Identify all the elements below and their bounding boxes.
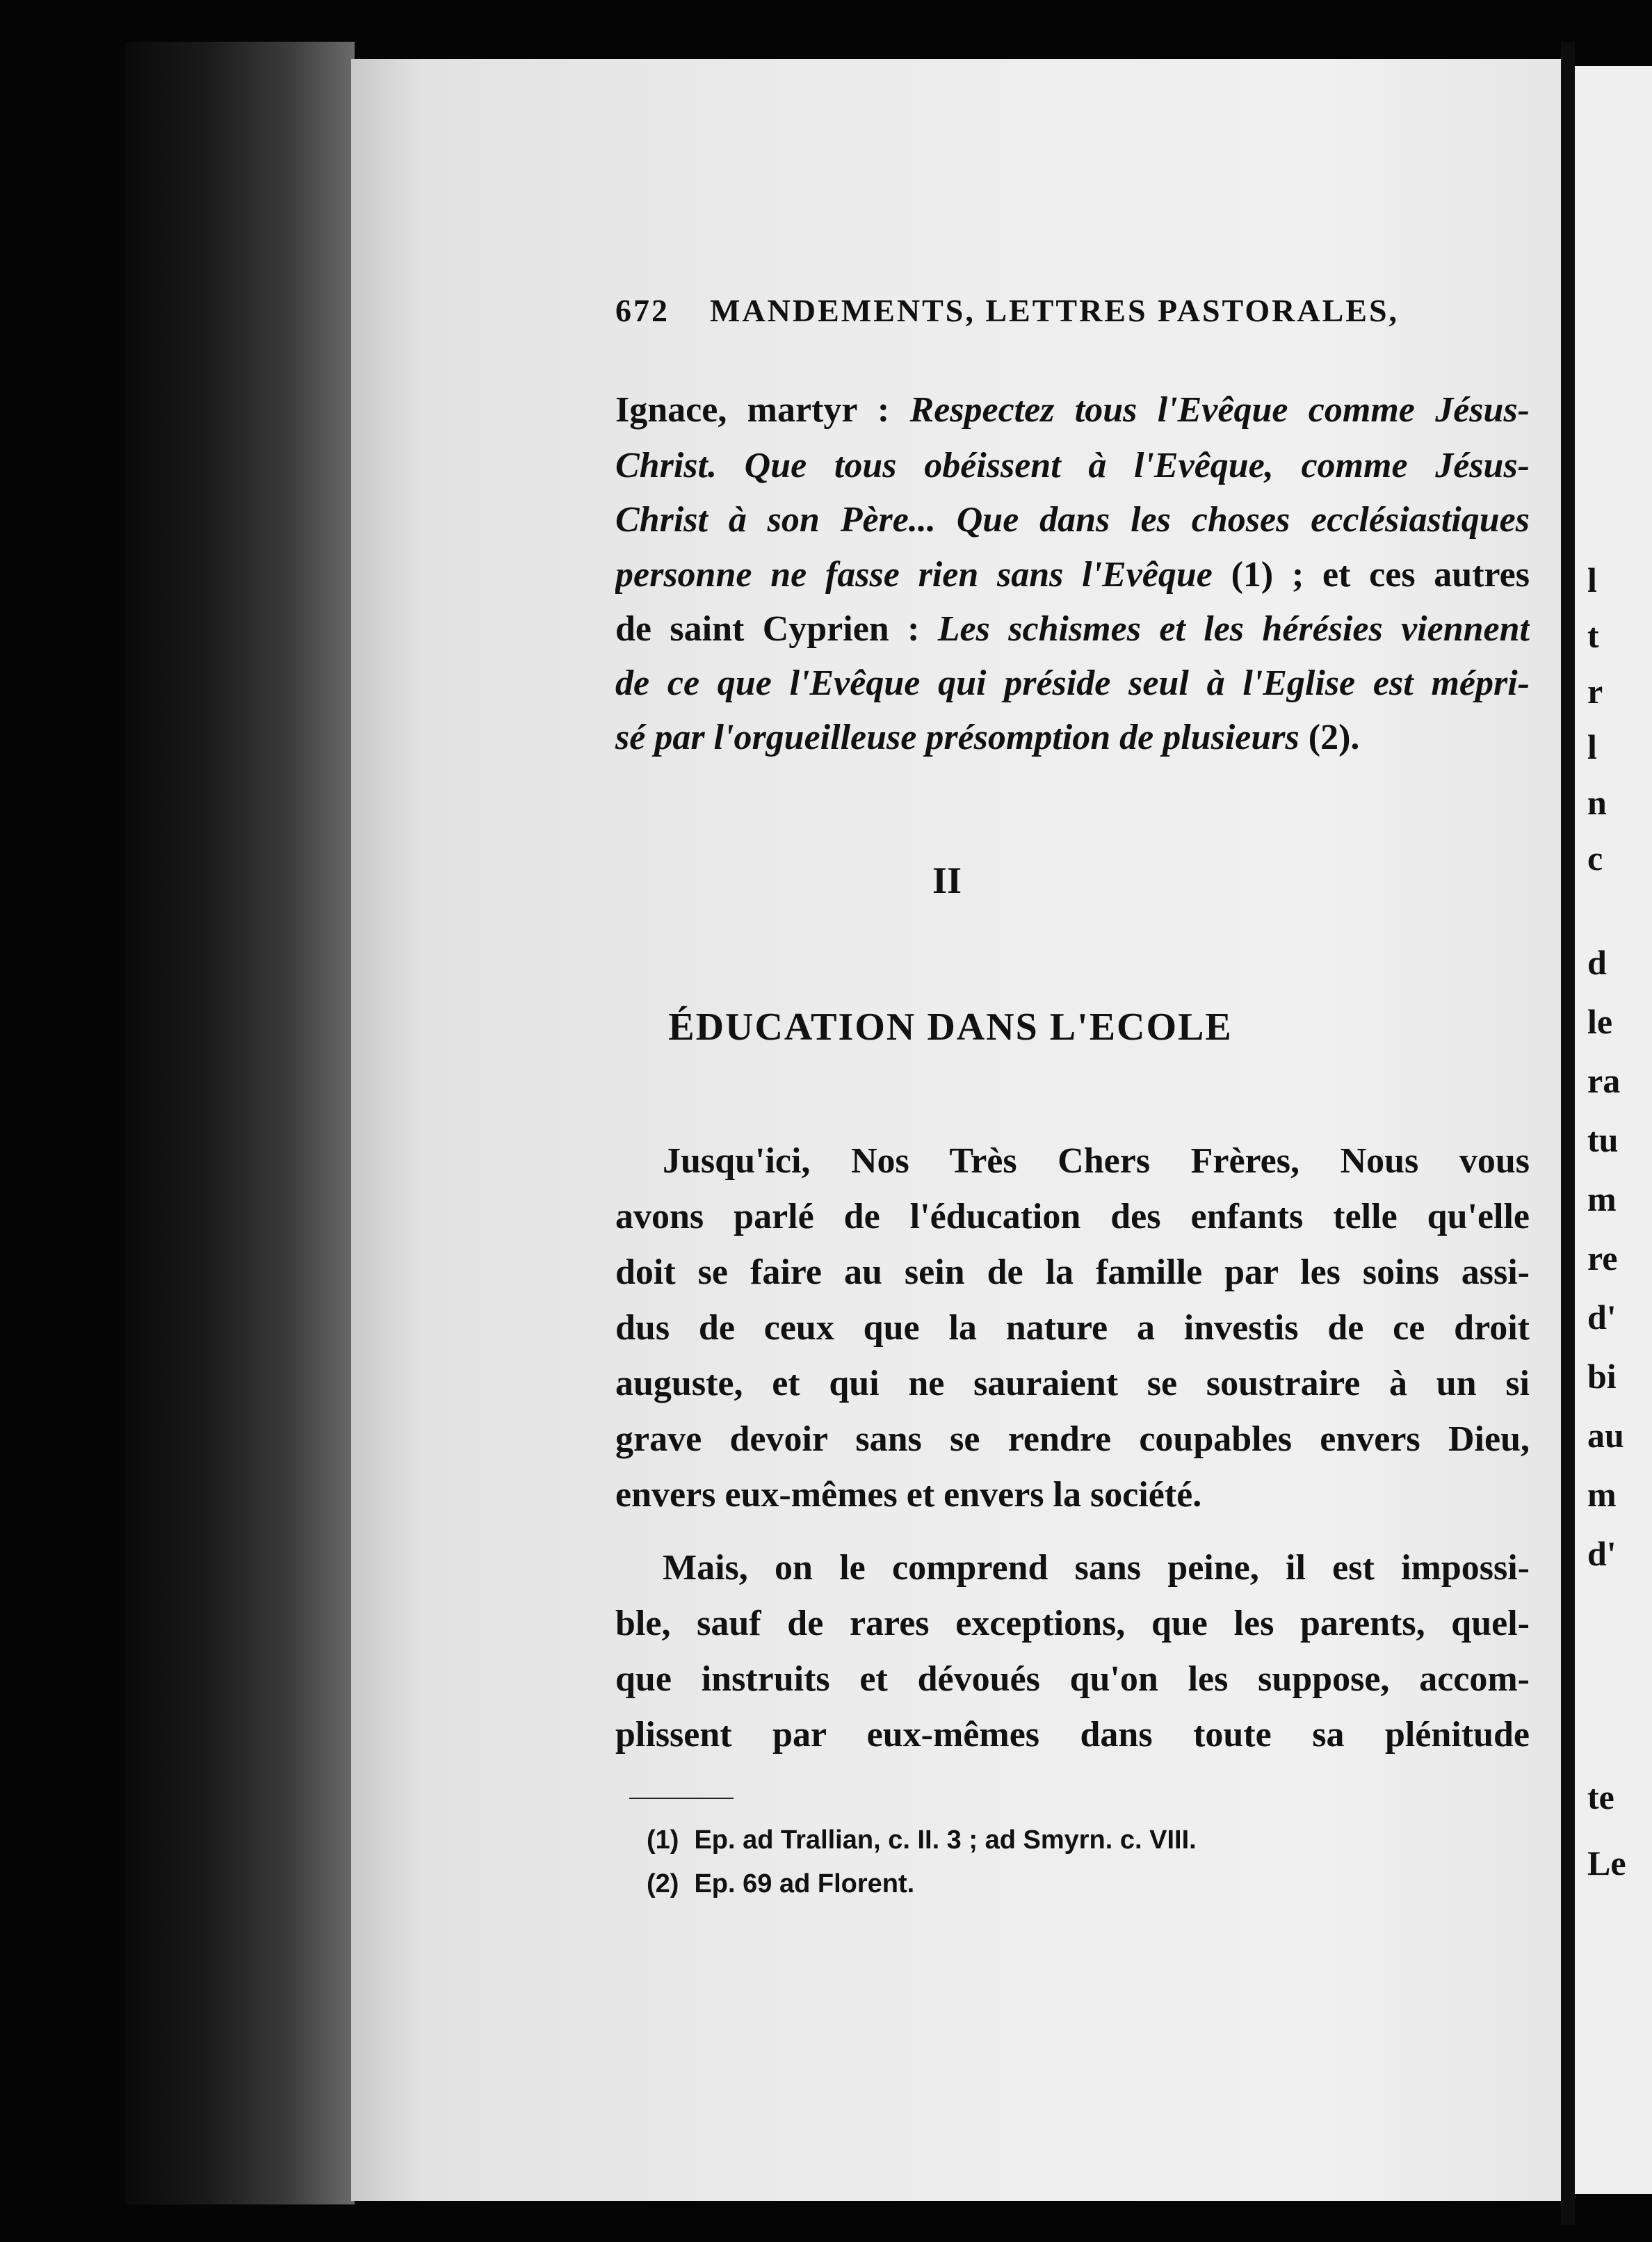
text-line: Mais, on le comprend sans peine, il est impossi- [663, 1548, 1530, 1588]
footnote-mark: (1) [647, 1825, 679, 1855]
facing-text-fragment: re [1587, 1239, 1618, 1277]
text-line [615, 389, 1530, 438]
facing-text-fragment: te [1587, 1777, 1614, 1816]
facing-text-fragment: au [1587, 1416, 1624, 1455]
facing-page-edge [1575, 66, 1652, 2194]
text-line: que instruits et dévoués qu'on les suppose, accom- [615, 1659, 1530, 1699]
italic-quote: de ce que l'Evêque qui préside seul à l'Eglise est mépri- [615, 663, 1530, 703]
footnote-2 [647, 1869, 914, 1899]
text-run: de saint Cyprien : [615, 609, 938, 649]
footnote-text: Ep. ad Trallian, c. II. 3 ; ad Smyrn. c. VIII. [694, 1825, 1197, 1855]
text-line [615, 554, 1530, 603]
footnote-text: Ep. 69 ad Florent. [694, 1869, 915, 1898]
section-title: ÉDUCATION DANS L'ECOLE [668, 1006, 1233, 1049]
italic-quote: sé par l'orgueilleuse présomption de plusieurs [615, 718, 1299, 757]
text-line: auguste, et qui ne sauraient se soustraire à un si [615, 1364, 1530, 1403]
facing-text-fragment: n [1587, 783, 1607, 822]
text-line [615, 717, 1530, 758]
facing-text-fragment: d [1587, 943, 1607, 982]
page-divider [1561, 42, 1575, 2225]
facing-text-fragment: r [1587, 672, 1603, 711]
text-run: (2). [1299, 718, 1360, 757]
text-line: avons parlé de l'éducation des enfants telle qu'elle [615, 1197, 1530, 1236]
text-run: (1) ; et ces autres [1212, 555, 1530, 595]
text-run: Ignace, martyr : [615, 390, 910, 430]
section-number: II [932, 860, 962, 901]
italic-quote: Christ. Que tous obéissent à l'Evêque, comme Jésus- [615, 446, 1530, 485]
facing-text-fragment: t [1587, 616, 1599, 655]
facing-text-fragment: ra [1587, 1061, 1621, 1100]
text-line [615, 445, 1530, 494]
text-line: grave devoir sans se rendre coupables envers Dieu, [615, 1419, 1530, 1459]
text-line: dus de ceux que la nature a investis de ce droit [615, 1308, 1530, 1348]
text-line [615, 663, 1530, 711]
facing-text-fragment: d' [1587, 1534, 1617, 1573]
facing-text-fragment: bi [1587, 1357, 1617, 1396]
footnote-1 [647, 1825, 1197, 1855]
facing-text-fragment: l [1587, 560, 1597, 599]
italic-quote: Les schismes et les hérésies viennent [937, 609, 1530, 649]
text-line [615, 608, 1530, 657]
facing-text-fragment: c [1587, 839, 1603, 878]
italic-quote: Respectez tous l'Evêque comme Jésus- [909, 390, 1530, 430]
facing-text-fragment: Le [1587, 1844, 1626, 1882]
text-line: envers eux-mêmes et envers la société. [615, 1475, 1202, 1515]
facing-text-fragment: tu [1587, 1120, 1619, 1159]
footnote-rule [629, 1798, 734, 1799]
facing-text-fragment: m [1587, 1179, 1617, 1218]
facing-text-fragment: le [1587, 1002, 1613, 1041]
italic-quote: Christ à son Père... Que dans les choses ecclésiastiques [615, 500, 1530, 540]
page-number: 672 [615, 293, 670, 328]
text-line: Jusqu'ici, Nos Très Chers Frères, Nous vous [663, 1141, 1530, 1181]
text-line: doit se faire au sein de la famille par les soins assi- [615, 1252, 1530, 1292]
italic-quote: personne ne fasse rien sans l'Evêque [615, 555, 1213, 595]
footnote-mark: (2) [647, 1869, 679, 1898]
text-line: plissent par eux-mêmes dans toute sa plénitude [615, 1715, 1530, 1755]
running-header [615, 292, 1533, 329]
text-line: ble, sauf de rares exceptions, que les parents, quel- [615, 1604, 1530, 1643]
text-line [615, 499, 1530, 548]
running-title: MANDEMENTS, LETTRES PASTORALES, [710, 293, 1400, 328]
facing-text-fragment: d' [1587, 1298, 1617, 1337]
binding-gutter [125, 42, 355, 2204]
book-page [351, 59, 1561, 2201]
facing-text-fragment: l [1587, 727, 1597, 766]
facing-text-fragment: m [1587, 1475, 1617, 1514]
